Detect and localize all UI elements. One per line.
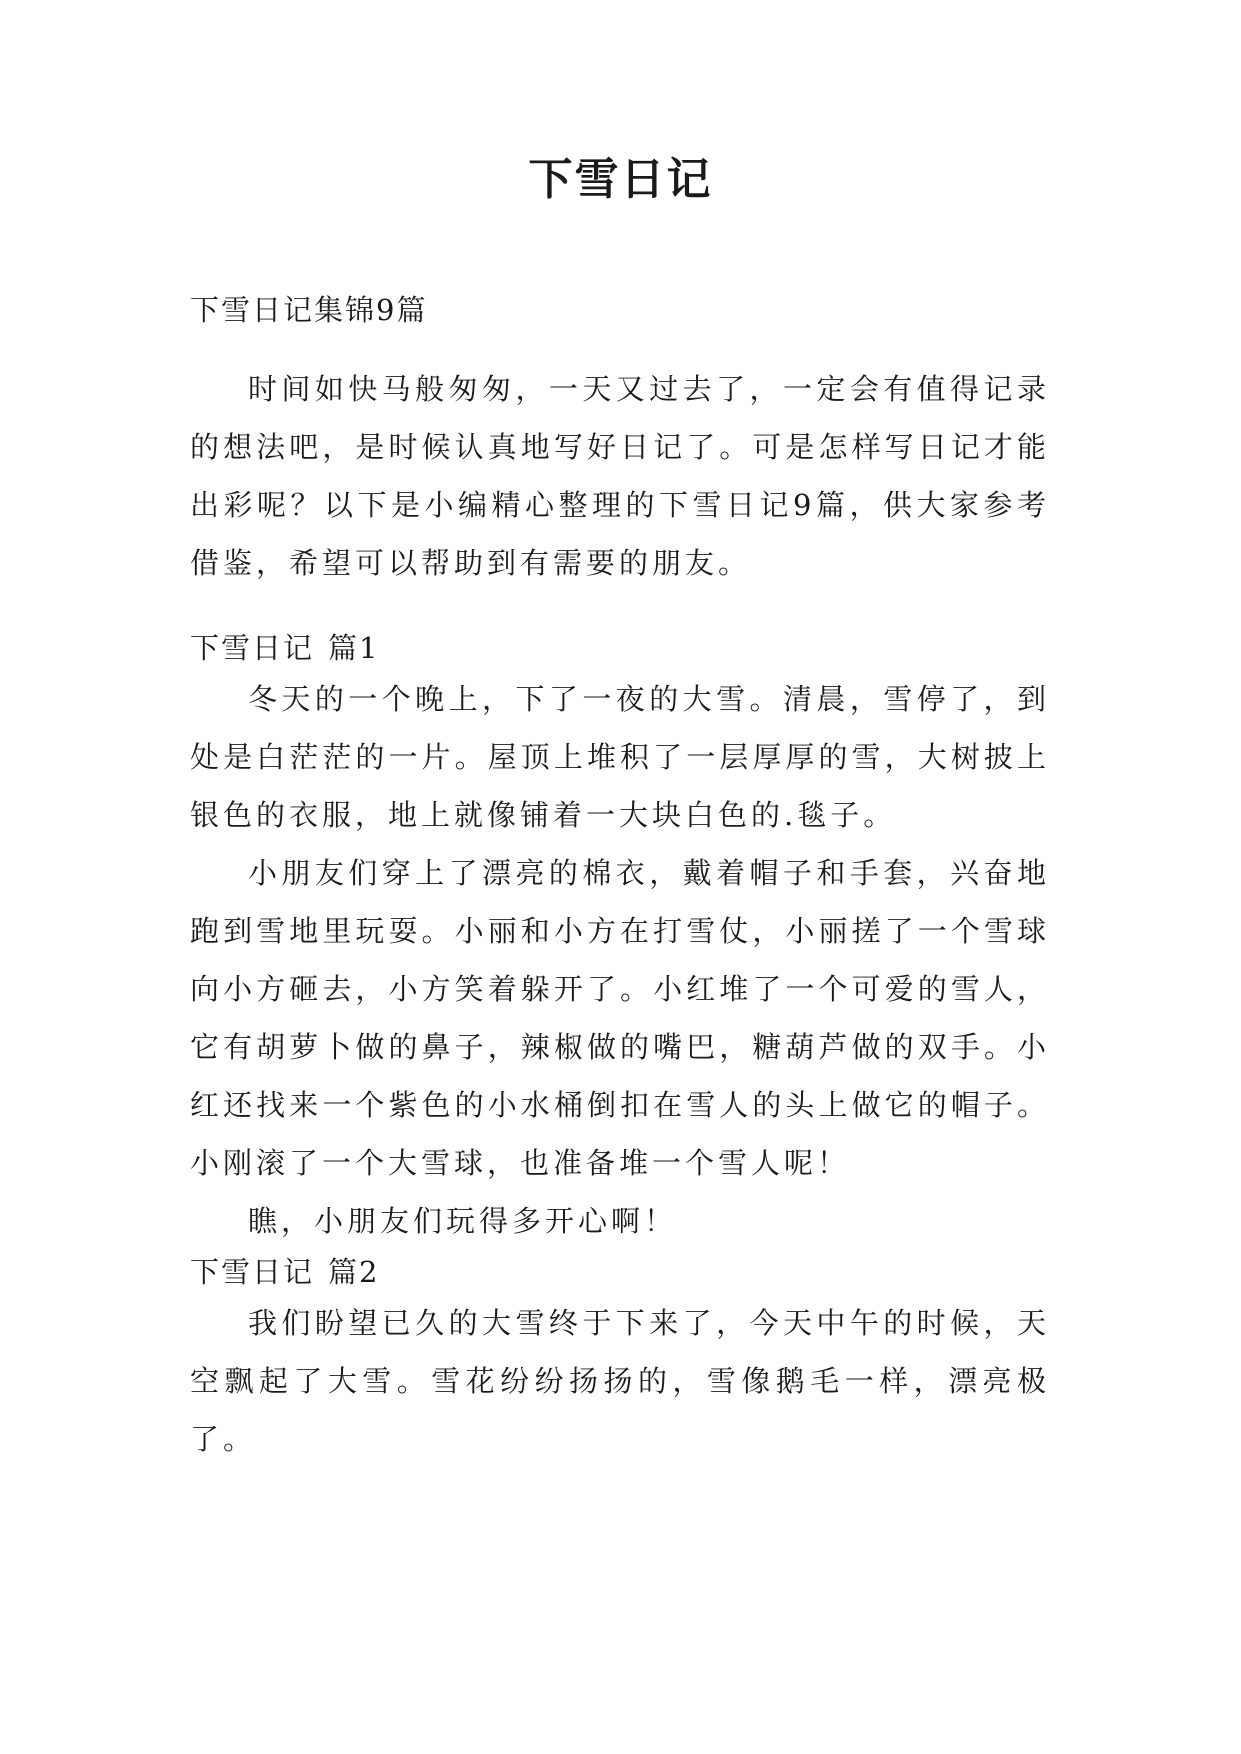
section-heading-1 [190, 628, 379, 668]
section-heading-text: 下雪日记 [190, 631, 315, 665]
document-title: 下雪日记 [528, 154, 713, 205]
section-heading-text: 下雪日记 [190, 1255, 315, 1289]
section-body-2 [190, 1294, 1050, 1468]
body-paragraph: 小朋友们穿上了漂亮的棉衣，戴着帽子和手套，兴奋地跑到雪地里玩耍。小丽和小方在打雪仗，小丽搓了一个雪球向小方砸去，小方笑着躲开了。小红堆了一个可爱的雪人，它有胡萝卜做的鼻子，辣椒做的嘴巴，糖葫芦做的双手。小红还找来一个紫色的小水桶倒扣在雪人的头上做它的帽子。小刚滚了一个大雪球，也准备堆一个雪人呢！ [190, 856, 1050, 1180]
section-part-label: 篇2 [328, 1255, 380, 1289]
body-paragraph: 冬天的一个晚上，下了一夜的大雪。清晨，雪停了，到处是白茫茫的一片。屋顶上堆积了一层厚厚的雪，大树披上银色的衣服，地上就像铺着一大块白色的.毯子。 [190, 682, 1050, 832]
section-heading-2 [190, 1252, 379, 1292]
section-part-label: 篇1 [328, 631, 380, 665]
section-body-1 [190, 670, 1050, 1250]
body-paragraph: 瞧，小朋友们玩得多开心啊！ [248, 1204, 678, 1238]
document-subtitle: 下雪日记集锦9篇 [190, 293, 428, 327]
body-paragraph: 我们盼望已久的大雪终于下来了，今天中午的时候，天空飘起了大雪。雪花纷纷扬扬的，雪像鹅毛一样，漂亮极了。 [190, 1306, 1050, 1456]
intro-block [190, 360, 1050, 592]
intro-paragraph: 时间如快马般匆匆，一天又过去了，一定会有值得记录的想法吧，是时候认真地写好日记了。可是怎样写日记才能出彩呢？以下是小编精心整理的下雪日记9篇，供大家参考借鉴，希望可以帮助到有需要的朋友。 [190, 372, 1050, 580]
